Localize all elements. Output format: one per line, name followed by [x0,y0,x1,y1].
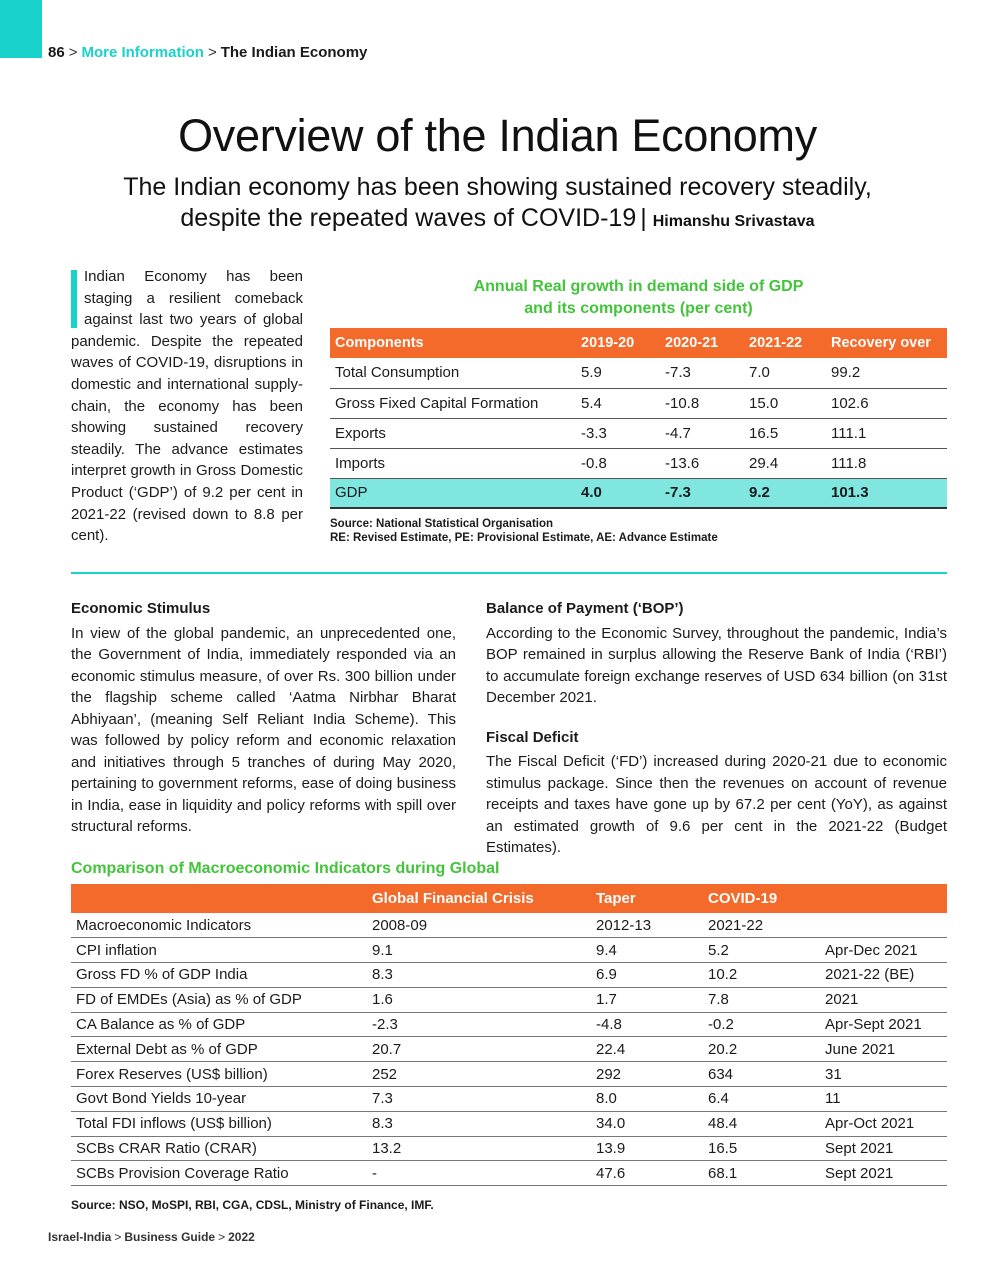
breadcrumb-section[interactable]: More Information [81,44,204,61]
table-row: Gross FD % of GDP India 8.3 6.9 10.2 2021-22 (BE) [71,963,947,988]
macro-table-source: Source: NSO, MoSPI, RBI, CGA, CDSL, Ministry of Finance, IMF. [71,1198,434,1212]
table-row: Imports -0.8 -13.6 29.4 111.8 [330,448,947,478]
page-footer: Israel-India > Business Guide > 2022 [48,1230,255,1244]
footer-publication: Israel-India [48,1230,112,1244]
col-header: Global Financial Crisis [367,884,591,913]
col-header: 2020-21 [660,328,744,358]
footer-guide: Business Guide [124,1230,216,1244]
table-row: FD of EMDEs (Asia) as % of GDP 1.6 1.7 7.8 2021 [71,987,947,1012]
table-row: Total Consumption 5.9 -7.3 7.0 99.2 [330,358,947,388]
col-header: Recovery over [826,328,947,358]
bop-heading: Balance of Payment (‘BOP’) [486,600,684,617]
table-row: Total FDI inflows (US$ billion) 8.3 34.0 48.4 Apr-Oct 2021 [71,1111,947,1136]
table-row: SCBs CRAR Ratio (CRAR) 13.2 13.9 16.5 Sept 2021 [71,1136,947,1161]
article-subtitle [40,172,955,237]
author-name: Himanshu Srivastava [652,213,815,230]
growth-table-title: Annual Real growth in demand side of GDP and its components (per cent) [473,278,804,317]
growth-table-source: Source: National Statistical Organisation RE: Revised Estimate, PE: Provisional Estimate, AE: Advance Estimate [330,518,718,544]
macro-indicators-table [71,884,947,1186]
table-row: Forex Reserves (US$ billion) 252 292 634 31 [71,1062,947,1087]
table-row: SCBs Provision Coverage Ratio - 47.6 68.1 Sept 2021 [71,1161,947,1186]
bop-text: According to the Economic Survey, throughout the pandemic, India’s BOP remained in surplus allowing the Reserve Bank of India (‘RBI’) to accumulate foreign exchange reserves of USD 634 billion (on 31st December 2021. [486,624,947,706]
table-row: Macroeconomic Indicators 2008-09 2012-13 2021-22 [71,913,947,938]
stimulus-heading: Economic Stimulus [71,600,211,617]
table-row: Gross Fixed Capital Formation 5.4 -10.8 15.0 102.6 [330,388,947,418]
page-number: 86 [48,44,65,61]
col-header: COVID-19 [703,884,820,913]
col-header: 2021-22 [744,328,826,358]
col-header [71,884,367,913]
breadcrumb: 86 > More Information > The Indian Economy [48,44,368,61]
table-row: CPI inflation 9.1 9.4 5.2 Apr-Dec 2021 [71,938,947,963]
table-row: CA Balance as % of GDP -2.3 -4.8 -0.2 Apr-Sept 2021 [71,1012,947,1037]
page-title: Overview of the Indian Economy [178,110,817,161]
table-row: Govt Bond Yields 10-year 7.3 8.0 6.4 11 [71,1087,947,1112]
corner-accent [0,0,42,58]
col-header: Components [330,328,576,358]
subtitle-line-1: The Indian economy has been showing sustained recovery steadily, [123,173,872,201]
col-header [820,884,947,913]
stimulus-text: In view of the global pandemic, an unprecedented one, the Government of India, immediately responded via an economic stimulus measure, of over Rs. 300 billion under the flagship scheme called ‘Aatma Nirbhar Bharat Abhiyaan’, (meaning Self Reliant India Scheme). This was followed by policy reform and economic relaxation and initiatives through 5 tranches of during May 2020, pertaining to government reforms, ease of doing business in India, ease in liquidity and policy reforms with spill over structural reforms. [71,624,456,835]
macro-table-title: Comparison of Macroeconomic Indicators during Global [71,860,500,877]
intro-text: Indian Economy has been staging a resilient comeback against last two years of global pandemic. Despite the repeated waves of COVID-19, disruptions in domestic and international supply-chain, the economy has been showing sustained recovery steadily. The advance estimates interpret growth in Gross Domestic Product (‘GDP’) of 9.2 per cent in 2021-22 (revised down to 8.8 per cent). [71,268,303,545]
stimulus-column [71,598,456,838]
table-header-row [330,328,947,358]
table-row: Exports -3.3 -4.7 16.5 111.1 [330,418,947,448]
gdp-total-row: GDP 4.0 -7.3 9.2 101.3 [330,478,947,508]
section-divider [71,572,947,574]
subtitle-line-2: despite the repeated waves of COVID-19 | Himanshu Srivastava [180,204,815,232]
gdp-growth-table [330,328,947,509]
bop-fiscal-column [486,598,947,859]
intro-paragraph [71,266,303,547]
dropcap-bar [71,270,77,328]
breadcrumb-topic: The Indian Economy [220,44,368,61]
col-header: Taper [591,884,703,913]
col-header: 2019-20 [576,328,660,358]
footer-year: 2022 [228,1230,255,1244]
fiscal-heading: Fiscal Deficit [486,728,579,746]
fiscal-text: The Fiscal Deficit (‘FD’) increased during 2020-21 due to economic stimulus package. Since then the revenues on account of revenue receipts and taxes have gone up by 67.2 per cent (YoY), as against an estimated growth of 9.6 per cent in the 2021-22 (Budget Estimates). [486,753,947,856]
table-row: External Debt as % of GDP 20.7 22.4 20.2 June 2021 [71,1037,947,1062]
table-header-row [71,884,947,913]
